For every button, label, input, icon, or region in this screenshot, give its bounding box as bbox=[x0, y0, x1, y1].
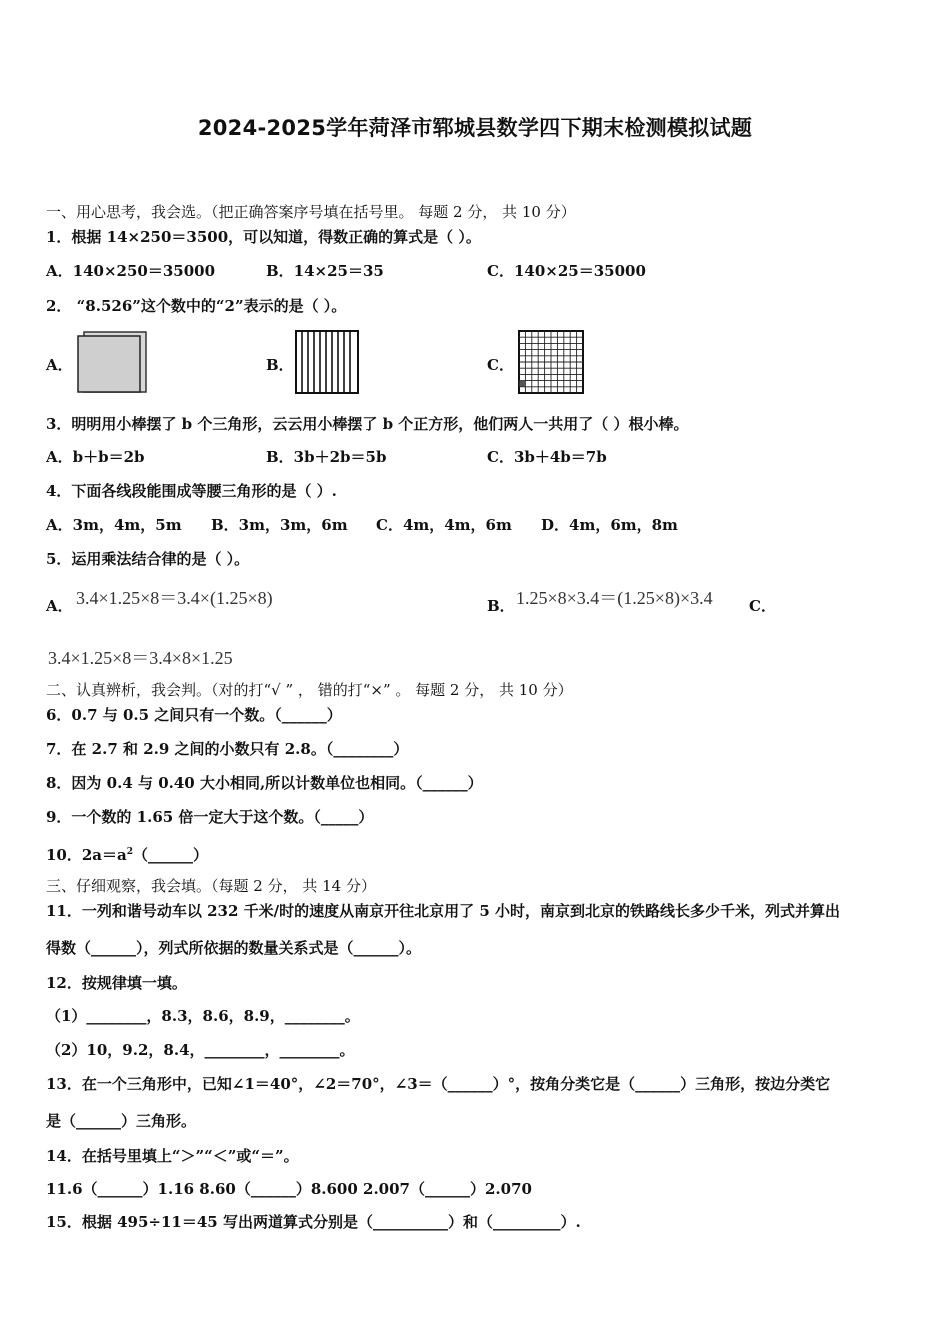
question-10 bbox=[46, 842, 208, 865]
q2-option-c-grid-icon bbox=[517, 329, 585, 395]
q3-option-a: A．b＋b＝2b bbox=[46, 448, 145, 466]
q3-option-c: C．3b＋4b＝7b bbox=[487, 448, 607, 466]
section-3-heading: 三、仔细观察，我会填。（每题 2 分， 共 14 分） bbox=[46, 877, 376, 895]
q4-option-d: D．4m，6m，8m bbox=[541, 516, 678, 534]
question-14-comparisons: 11.6（______）1.16 8.60（______）8.600 2.007（______）2.070 bbox=[46, 1180, 532, 1198]
question-8: 8．因为 0.4 与 0.40 大小相同,所以计数单位也相同。（______） bbox=[46, 774, 483, 792]
q2-option-c-label: C． bbox=[487, 356, 514, 374]
q2-option-a-square-icon bbox=[76, 330, 148, 394]
q10-text: 10．2a＝a bbox=[46, 846, 127, 864]
question-9: 9．一个数的 1.65 倍一定大于这个数。（_____） bbox=[46, 808, 374, 826]
q4-option-b: B．3m，3m，6m bbox=[211, 516, 348, 534]
q4-option-a: A．3m，4m，5m bbox=[46, 516, 182, 534]
question-13-line-2: 是（______）三角形。 bbox=[46, 1112, 197, 1130]
q2-option-a-label: A． bbox=[46, 356, 73, 374]
question-11-line-2: 得数（______），列式所依据的数量关系式是（______）。 bbox=[46, 939, 422, 957]
question-13-line-1: 13．在一个三角形中，已知∠1＝40°，∠2＝70°，∠3＝（______）°，按角分类它是（______）三角形，按边分类它 bbox=[46, 1075, 831, 1093]
question-12-part-2: （2）10，9.2，8.4，________，________。 bbox=[46, 1041, 355, 1059]
question-3: 3．明明用小棒摆了 b 个三角形，云云用小棒摆了 b 个正方形，他们两人一共用了（ ）根小棒。 bbox=[46, 415, 689, 433]
question-12-part-1: （1）________，8.3，8.6，8.9，________。 bbox=[46, 1007, 360, 1025]
q4-option-c: C．4m，4m，6m bbox=[376, 516, 512, 534]
q3-option-b: B．3b＋2b＝5b bbox=[266, 448, 387, 466]
question-4: 4．下面各线段能围成等腰三角形的是（ ）. bbox=[46, 482, 337, 500]
question-7: 7．在 2.7 和 2.9 之间的小数只有 2.8。（________） bbox=[46, 740, 409, 758]
q5-option-b-expression: 1.25×8×3.4＝(1.25×8)×3.4 bbox=[516, 588, 713, 608]
q5-option-c-label: C． bbox=[749, 597, 776, 615]
q5-option-a-label: A． bbox=[46, 597, 73, 615]
question-11-line-1: 11．一列和谐号动车以 232 千米/时的速度从南京开往北京用了 5 小时，南京到北京的铁路线长多少千米，列式并算出 bbox=[46, 902, 840, 920]
q2-option-b-label: B． bbox=[266, 356, 294, 374]
section-1-heading: 一、用心思考，我会选。（把正确答案序号填在括号里。 每题 2 分， 共 10 分） bbox=[46, 203, 576, 221]
question-15: 15．根据 495÷11＝45 写出两道算式分别是（__________）和（_________）. bbox=[46, 1213, 581, 1231]
question-1: 1．根据 14×250＝3500，可以知道，得数正确的算式是（ ）。 bbox=[46, 228, 481, 246]
question-6: 6．0.7 与 0.5 之间只有一个数。（______） bbox=[46, 706, 342, 724]
q1-option-b: B．14×25＝35 bbox=[266, 262, 384, 280]
page-title: 2024-2025学年菏泽市郓城县数学四下期末检测模拟试题 bbox=[197, 116, 753, 140]
q10-blank: （______） bbox=[133, 846, 209, 864]
q1-option-a: A．140×250＝35000 bbox=[46, 262, 216, 280]
q5-option-c-expression: 3.4×1.25×8＝3.4×8×1.25 bbox=[48, 648, 233, 668]
q5-option-b-label: B． bbox=[487, 597, 515, 615]
q1-option-c: C．140×25＝35000 bbox=[487, 262, 646, 280]
q2-option-b-strips-icon bbox=[294, 329, 360, 395]
question-14: 14．在括号里填上“＞”“＜”或“＝”。 bbox=[46, 1147, 299, 1165]
q5-option-a-expression: 3.4×1.25×8＝3.4×(1.25×8) bbox=[76, 588, 273, 608]
section-2-heading: 二、认真辨析，我会判。（对的打“√ ” ， 错的打“×” 。 每题 2 分， 共 10 分） bbox=[46, 681, 573, 699]
question-5: 5．运用乘法结合律的是（ ）。 bbox=[46, 550, 250, 568]
question-12: 12．按规律填一填。 bbox=[46, 974, 187, 992]
q10-exponent: 2 bbox=[126, 847, 134, 857]
question-2: 2． “8.526”这个数中的“2”表示的是（ ）。 bbox=[46, 297, 347, 315]
